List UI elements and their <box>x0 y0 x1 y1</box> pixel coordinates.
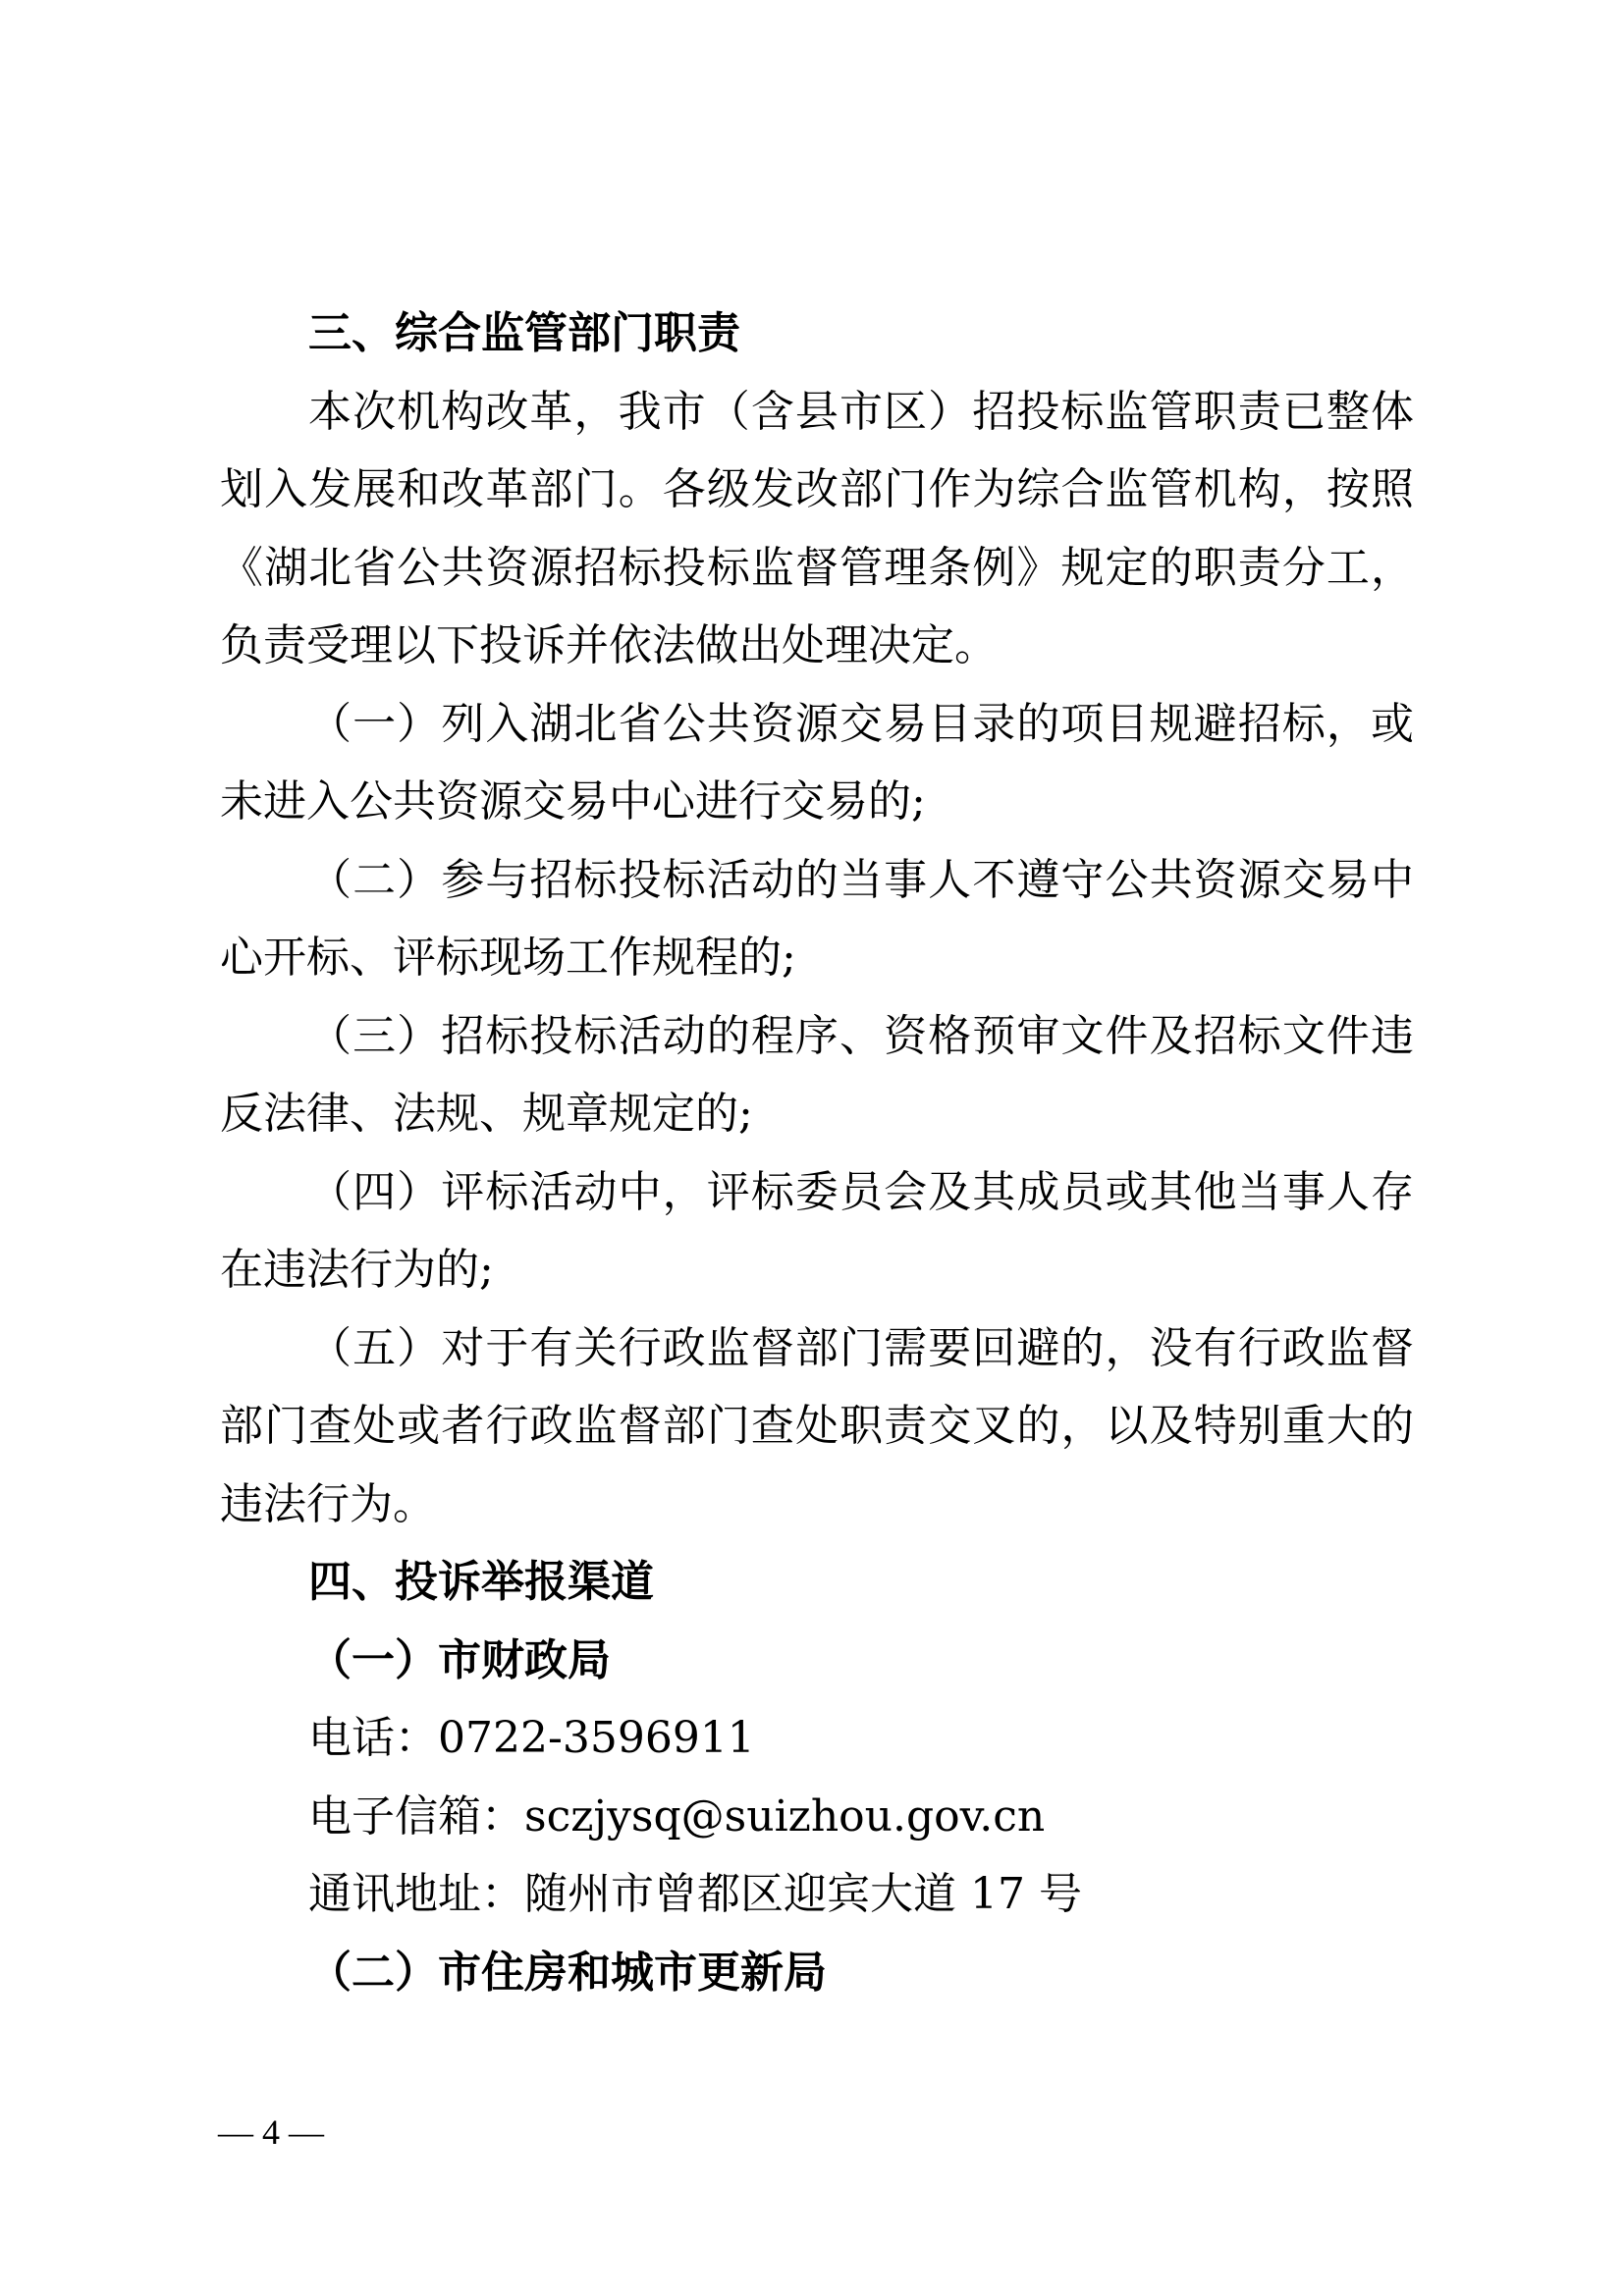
paragraph-line: 违法行为。 <box>220 1478 436 1529</box>
paragraph-line: （五）对于有关行政监督部门需要回避的，没有行政监督 <box>308 1322 1414 1373</box>
list-item-1 <box>220 685 1414 841</box>
list-item-2 <box>220 841 1414 997</box>
paragraph-line: 心开标、评标现场工作规程的; <box>220 933 796 983</box>
channel-2-title: （二）市住房和城市更新局 <box>308 1947 827 1998</box>
paragraph-line: 在违法行为的; <box>220 1245 494 1295</box>
paragraph-line: 《湖北省公共资源招标投标监督管理条例》规定的职责分工， <box>220 542 1414 593</box>
paragraph-line: 反法律、法规、规章规定的; <box>220 1089 753 1139</box>
paragraph-line: （三）招标投标活动的程序、资格预审文件及招标文件违 <box>308 1010 1414 1061</box>
section-3-intro-paragraph <box>220 373 1414 685</box>
page-content <box>220 294 1414 2011</box>
channel-1-phone: 电话：0722-3596911 <box>308 1713 755 1763</box>
section-3-heading: 三、综合监管部门职责 <box>308 308 740 358</box>
paragraph-line: （四）评标活动中，评标委员会及其成员或其他当事人存 <box>308 1166 1414 1217</box>
channel-1-title: （一）市财政局 <box>308 1634 611 1685</box>
paragraph-line: 负责受理以下投诉并依法做出处理决定。 <box>220 620 998 670</box>
list-item-4 <box>220 1153 1414 1309</box>
paragraph-line: （二）参与招标投标活动的当事人不遵守公共资源交易中 <box>308 854 1414 905</box>
paragraph-line: 本次机构改革，我市（含县市区）招投标监管职责已整体 <box>308 386 1414 437</box>
page-number: — 4 — <box>218 2112 324 2152</box>
list-item-5 <box>220 1309 1414 1544</box>
paragraph-line: 部门查处或者行政监督部门查处职责交叉的，以及特别重大的 <box>220 1401 1414 1451</box>
paragraph-line: 未进入公共资源交易中心进行交易的; <box>220 776 926 827</box>
channel-1-email: 电子信箱：sczjysq@suizhou.gov.cn <box>308 1790 1046 1842</box>
channel-1-address: 通讯地址：随州市曾都区迎宾大道 17 号 <box>308 1869 1082 1919</box>
paragraph-line: （一）列入湖北省公共资源交易目录的项目规避招标，或 <box>308 698 1414 749</box>
paragraph-line: 划入发展和改革部门。各级发改部门作为综合监管机构，按照 <box>220 464 1414 514</box>
section-4-heading: 四、投诉举报渠道 <box>308 1557 654 1607</box>
list-item-3 <box>220 997 1414 1153</box>
